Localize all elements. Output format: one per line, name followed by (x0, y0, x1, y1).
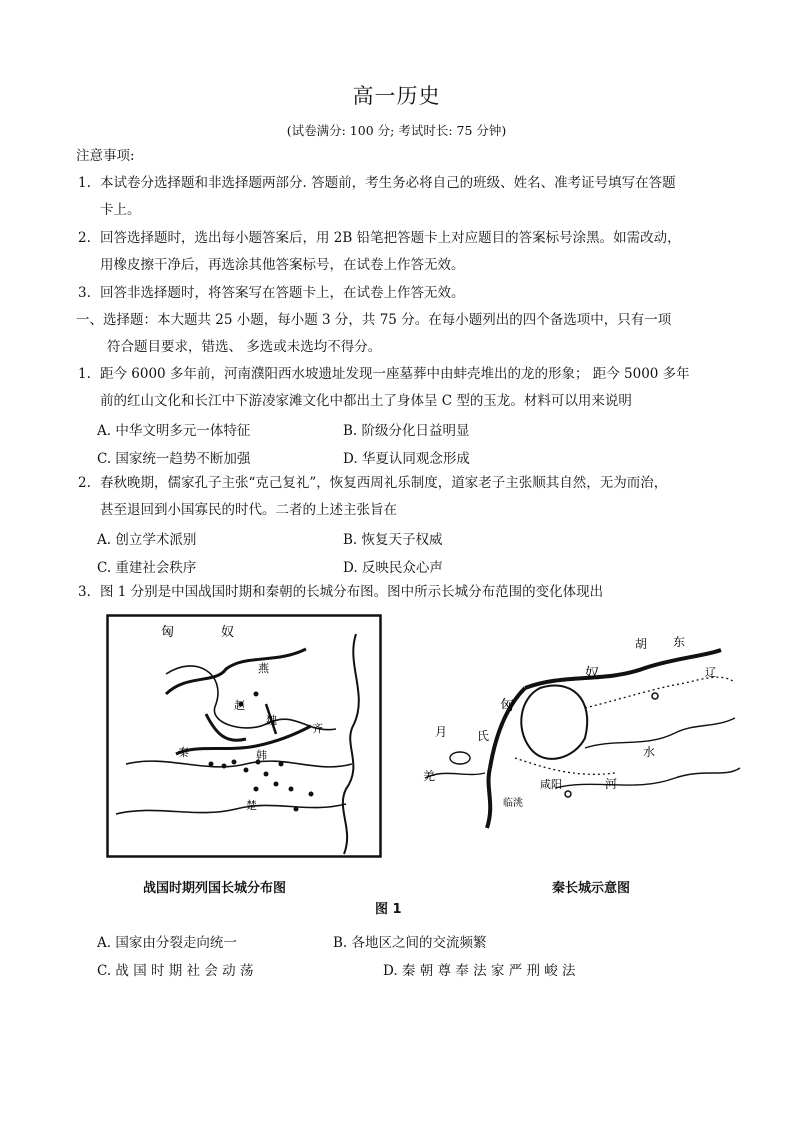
map-label-nu-right: 奴 (585, 666, 599, 682)
notice-item-1-line2: 卡上。 (100, 202, 141, 218)
question-3-option-b[interactable]: B. 各地区之间的交流频繁 (333, 935, 487, 951)
right-map-caption: 秦长城示意图 (552, 881, 631, 896)
page-title: 高一历史 (352, 84, 441, 108)
map-label-lintao: 临洮 (503, 798, 523, 809)
notice-item-3-num: 3. (78, 285, 91, 301)
question-2-option-a[interactable]: A. 创立学术派别 (97, 532, 197, 548)
map-label-dong: 东 (673, 635, 686, 649)
map-label-qi: 齐 (312, 722, 323, 735)
map-label-shui: 水 (643, 745, 656, 759)
map-label-zhao: 赵 (234, 699, 245, 712)
question-2-option-d[interactable]: D. 反映民众心声 (343, 560, 443, 576)
question-3-stem-line1: 图 1 分别是中国战国时期和秦朝的长城分布图。图中所示长城分布范围的变化体现出 (100, 584, 604, 600)
map-label-qin: 秦 (178, 746, 189, 759)
notice-item-2-line1: 回答选择题时，选出每小题答案后，用 2B 铅笔把答题卡上对应题目的答案标号涂黑。如需改动， (100, 230, 681, 246)
notice-item-2-line2: 用橡皮擦干净后，再选涂其他答案标号，在试卷上作答无效。 (100, 257, 465, 273)
question-3-option-d[interactable]: D. 秦 朝 尊 奉 法 家 严 刑 峻 法 (383, 963, 576, 979)
question-1-option-d[interactable]: D. 华夏认同观念形成 (343, 451, 470, 467)
figure-label: 图 1 (375, 902, 402, 917)
map-label-nu: 奴 (221, 625, 235, 640)
question-1-number: 1. (78, 366, 91, 382)
question-2-option-c[interactable]: C. 重建社会秩序 (97, 560, 197, 576)
exam-info: (试卷满分: 100 分; 考试时长: 75 分钟) (286, 123, 507, 138)
notice-item-1-line1: 本试卷分选择题和非选择题两部分. 答题前，考生务必将自己的班级、姓名、准考证号填写在答题 (100, 175, 676, 191)
question-1-stem-line1: 距今 6000 多年前，河南濮阳西水坡遗址发现一座墓葬中由蚌壳堆出的龙的形象； 距今 5000 多年 (100, 366, 690, 382)
map-label-xiong-right: 匈 (500, 698, 514, 714)
question-2-option-b[interactable]: B. 恢复天子权威 (343, 532, 443, 548)
map-label-wei: 魏 (266, 714, 277, 727)
question-3-option-a[interactable]: A. 国家由分裂走向统一 (97, 935, 237, 951)
notice-item-2-num: 2. (78, 230, 91, 246)
question-3-number: 3. (78, 584, 91, 600)
notice-item-1-num: 1. (78, 175, 91, 191)
question-3-option-c[interactable]: C. 战 国 时 期 社 会 动 荡 (97, 963, 254, 979)
map-label-chu: 楚 (246, 799, 257, 812)
question-1-stem-line2: 前的红山文化和长江中下游凌家滩文化中都出土了身体呈 C 型的玉龙。材料可以用来说明 (100, 393, 632, 409)
question-1-option-b[interactable]: B. 阶级分化日益明显 (343, 423, 470, 439)
notice-item-3-line1: 回答非选择题时，将答案写在答题卡上，在试卷上作答无效。 (100, 285, 465, 301)
map-label-liao: 辽 (705, 666, 716, 679)
question-2-number: 2. (78, 475, 91, 491)
question-2-stem-line1: 春秋晚期，儒家孔子主张“克己复礼”，恢复西周礼乐制度，道家老子主张顺其自然，无为而治， (100, 475, 668, 491)
map-label-yan: 燕 (258, 662, 269, 675)
left-map-caption: 战国时期列国长城分布图 (143, 881, 287, 896)
map-label-yue: 月 (435, 725, 448, 739)
question-1-option-a[interactable]: A. 中华文明多元一体特征 (97, 423, 251, 439)
question-2-stem-line2: 甚至退回到小国寡民的时代。二者的上述主张旨在 (100, 502, 397, 518)
question-1-option-c[interactable]: C. 国家统一趋势不断加强 (97, 451, 251, 467)
map-label-xianyang: 咸阳 (540, 778, 562, 791)
qin-great-wall-map (405, 628, 745, 834)
notice-heading: 注意事项: (76, 148, 135, 164)
map-label-hu: 胡 (635, 637, 648, 651)
warring-states-wall-map (106, 614, 382, 858)
map-label-qiang: 羌 (423, 769, 436, 783)
map-label-xiong: 匈 (161, 625, 175, 640)
map-label-han: 韩 (256, 749, 267, 762)
section-heading-line1: 一、选择题：本大题共 25 小题，每小题 3 分，共 75 分。在每小题列出的四个备选项中，只有一项 (76, 312, 672, 328)
map-label-shi: 氏 (477, 729, 490, 743)
section-heading-line2: 符合题目要求，错选、 多选或未选均不得分。 (107, 339, 382, 355)
map-label-he: 河 (605, 777, 618, 791)
